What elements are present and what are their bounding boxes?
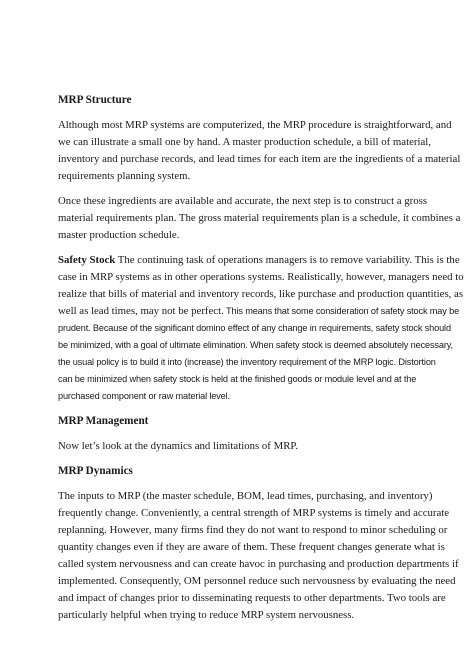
text-line: implemented. Consequently, OM personnel reduce such nervousness by evaluating the need — [58, 575, 456, 587]
text-line: inventory and purchase records, and lead times for each item are the ingredients of a material — [58, 153, 461, 165]
text-run: well as lead times, may not be perfect. — [58, 305, 224, 317]
text-line: realize that bills of material and inventory records, like purchase and production quantities, as — [58, 288, 464, 300]
text-line-sans: can be minimized when safety stock is held at the finished goods or module level and at the — [58, 374, 417, 384]
text-line: master production schedule. — [58, 229, 180, 241]
text-line: frequently change. Conveniently, a central strength of MRP systems is timely and accurate — [58, 507, 450, 519]
section-heading-mrp-structure: MRP Structure — [58, 94, 132, 106]
text-line-sans: be minimized, with a goal of ultimate elimination. When safety stock is deemed absolutely necessary, — [58, 340, 453, 350]
section-heading-mrp-management: MRP Management — [58, 415, 149, 427]
text-line — [58, 303, 460, 320]
text-line: called system nervousness and can create havoc in purchasing and production departments if — [58, 558, 459, 570]
text-line: quantity changes even if they are aware of them. These frequent changes generate what is — [58, 541, 445, 553]
text-line: replanning. However, many firms find they do not want to respond to minor scheduling or — [58, 524, 448, 536]
text-line: Once these ingredients are available and accurate, the next step is to construct a gross — [58, 195, 428, 207]
paragraph-safety-stock — [58, 252, 464, 405]
paragraph-mrp-structure-2 — [58, 193, 461, 244]
text-line: Although most MRP systems are computerized, the MRP procedure is straightforward, and — [58, 119, 452, 131]
text-line: requirements planning system. — [58, 170, 191, 182]
text-run-sans: This means that some consideration of safety stock may be — [223, 306, 460, 316]
inline-heading-safety-stock: Safety Stock — [58, 254, 116, 266]
paragraph-mrp-structure-1 — [58, 117, 461, 185]
text-run: The continuing task of operations managers is to remove variability. This is the — [115, 254, 460, 266]
paragraph-mrp-dynamics — [58, 488, 459, 624]
text-line-sans: prudent. Because of the significant domino effect of any change in requirements, safety stock should — [58, 323, 451, 333]
text-line: material requirements plan. The gross material requirements plan is a schedule, it combines a — [58, 212, 461, 224]
section-heading-mrp-dynamics: MRP Dynamics — [58, 465, 133, 477]
text-line: and impact of changes prior to disseminating requests to other departments. Two tools are — [58, 592, 446, 604]
text-line: case in MRP systems as in other operations systems. Realistically, however, managers need to — [58, 271, 464, 283]
text-line — [58, 252, 460, 269]
text-line: The inputs to MRP (the master schedule, BOM, lead times, purchasing, and inventory) — [58, 490, 433, 502]
text-line: we can illustrate a small one by hand. A master production schedule, a bill of material, — [58, 136, 431, 148]
text-line-sans: purchased component or raw material level. — [58, 391, 230, 401]
text-line: Now let’s look at the dynamics and limitations of MRP. — [58, 440, 298, 452]
text-line-sans: the usual policy is to build it into (increase) the inventory requirement of the MRP logic. Distortion — [58, 357, 436, 367]
text-line: particularly helpful when trying to reduce MRP system nervousness. — [58, 609, 355, 621]
document-body — [58, 92, 464, 632]
paragraph-mrp-management — [58, 438, 428, 455]
